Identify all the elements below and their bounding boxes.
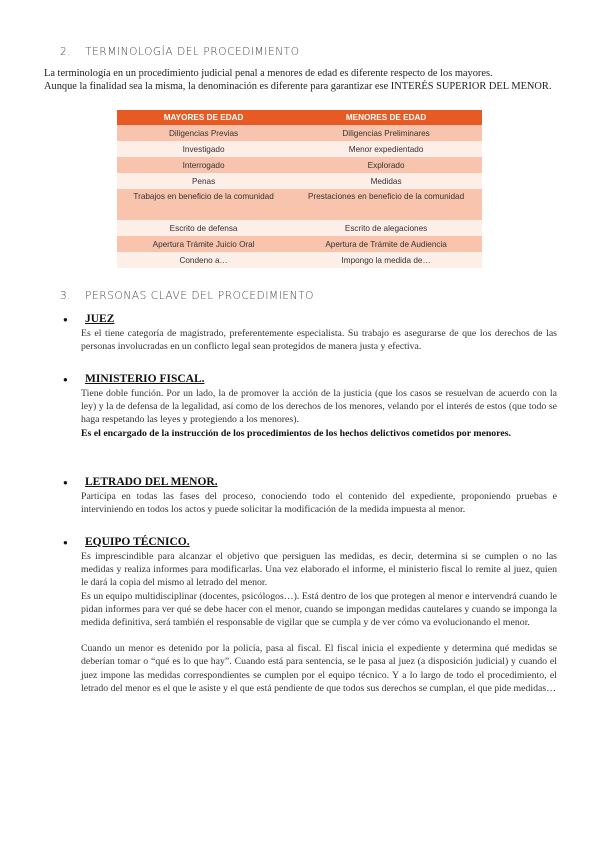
table-cell: Interrogado xyxy=(117,157,290,173)
paragraph: Participa en todas las fases del proceso, conociendo todo el contenido del expediente, proponiendo pruebas e interviniendo en todos los actos y puede solicitar la modificación de la medida impuesta al menor. xyxy=(81,491,557,516)
item-title: ● MINISTERIO FISCAL. xyxy=(63,372,557,387)
header-menores: MENORES DE EDAD xyxy=(290,110,482,125)
table-row xyxy=(117,236,482,252)
table-cell: Escrito de alegaciones xyxy=(290,220,482,236)
item-title: ● LETRADO DEL MENOR. xyxy=(63,475,557,490)
table-cell: Explorado xyxy=(290,157,482,173)
section-title: PERSONAS CLAVE DEL PROCEDIMIENTO xyxy=(85,290,314,302)
intro-line-2: Aunque la finalidad sea la misma, la denominación es diferente para garantizar ese INTERÉS SUPERIOR DEL MENOR. xyxy=(44,81,552,92)
intro-line-1: La terminología en un procedimiento judicial penal a menores de edad es diferente respecto de los mayores. xyxy=(44,68,493,79)
terminology-table xyxy=(117,110,482,268)
paragraph: Tiene doble función. Por un lado, la de promover la acción de la justicia (que los casos se resuelvan de acuerdo con la ley) y la de defensa de la legalidad, así como de los derechos de los menores, velando por el interés de estos (que todo se haga respetando las leyes y protegiendo a los menores). xyxy=(81,388,557,426)
item-letrado-del-menor xyxy=(63,475,557,516)
table-cell: Medidas xyxy=(290,173,482,189)
table-cell: Impongo la medida de… xyxy=(290,252,482,268)
table-row xyxy=(117,157,482,173)
section-title: TERMINOLOGÍA DEL PROCEDIMIENTO xyxy=(85,46,300,58)
table-cell: Apertura Trámite Juicio Oral xyxy=(117,236,290,252)
item-title: ● EQUIPO TÉCNICO. xyxy=(63,535,557,550)
table-row xyxy=(117,141,482,157)
paragraph-bold: Es el encargado de la instrucción de los procedimientos de los hechos delictivos cometidos por menores. xyxy=(81,427,511,439)
section-heading-terminologia xyxy=(60,46,300,58)
paragraph: Cuando un menor es detenido por la policía, pasa al fiscal. El fiscal inicia el expediente y determina qué medidas se deberían tomar o “qué es lo que hay”. Cuando está para sentencia, se le pasa al juez (a disposición judicial) y cuando el juez impone las medidas correspondientes se cumplen por el equipo técnico. Y a lo largo de todo el procedimiento, el letrado del menor es el que le asiste y el que está pendiente de que todos sus derechos se cumplan, el que pide medidas… xyxy=(81,643,557,694)
intro-paragraph xyxy=(44,67,556,93)
section-heading-personas xyxy=(60,290,314,302)
table-cell: Diligencias Previas xyxy=(117,125,290,141)
table-cell: Apertura de Trámite de Audiencia xyxy=(290,236,482,252)
item-ministerio-fiscal xyxy=(63,372,557,440)
table-cell: Prestaciones en beneficio de la comunidad xyxy=(290,189,482,220)
item-body xyxy=(81,550,557,695)
table-cell: Condeno a… xyxy=(117,252,290,268)
table-cell: Investigado xyxy=(117,141,290,157)
table-cell: Menor expedientado xyxy=(290,141,482,157)
paragraph: Es imprescindible para alcanzar el objetivo que persiguen las medidas, es decir, determina si se cumplen o no las medidas y realiza informes para modificarlas. Una vez elaborado el informe, el ministerio fiscal lo remite al juez, quien le dará la copia del mismo al letrado del menor. xyxy=(81,551,557,589)
table-row xyxy=(117,173,482,189)
table-cell: Diligencias Preliminares xyxy=(290,125,482,141)
paragraph: Es un equipo multidisciplinar (docentes, psicólogos…). Está dentro de los que protegen al menor e intervendrá cuando le pidan informes para ver qué se debe hacer con el menor, cuando se impongan medidas cautelares y cuando se imponga la medida definitiva, será también el responsable de vigilar que se cumpla y de ver cómo va evolucionando el menor. xyxy=(81,590,557,629)
table-cell: Trabajos en beneficio de la comunidad xyxy=(117,189,290,220)
table-row xyxy=(117,125,482,141)
header-mayores: MAYORES DE EDAD xyxy=(117,110,290,125)
table-row xyxy=(117,189,482,220)
item-body xyxy=(81,327,557,353)
section-number: 2. xyxy=(60,46,72,58)
table-row xyxy=(117,220,482,236)
table-cell: Penas xyxy=(117,173,290,189)
paragraph: Es el tiene categoría de magistrado, preferentemente especialista. Su trabajo es asegurarse de que los derechos de las personas involucradas en un conflicto legal sean protegidos de manera justa y efectiva. xyxy=(81,328,557,353)
section-number: 3. xyxy=(60,290,72,302)
table-cell: Escrito de defensa xyxy=(117,220,290,236)
item-body xyxy=(81,490,557,516)
table-row xyxy=(117,252,482,268)
item-title: ● JUEZ xyxy=(63,312,557,327)
item-body xyxy=(81,387,557,440)
table-header-row xyxy=(117,110,482,125)
item-juez xyxy=(63,312,557,353)
item-equipo-tecnico xyxy=(63,535,557,695)
